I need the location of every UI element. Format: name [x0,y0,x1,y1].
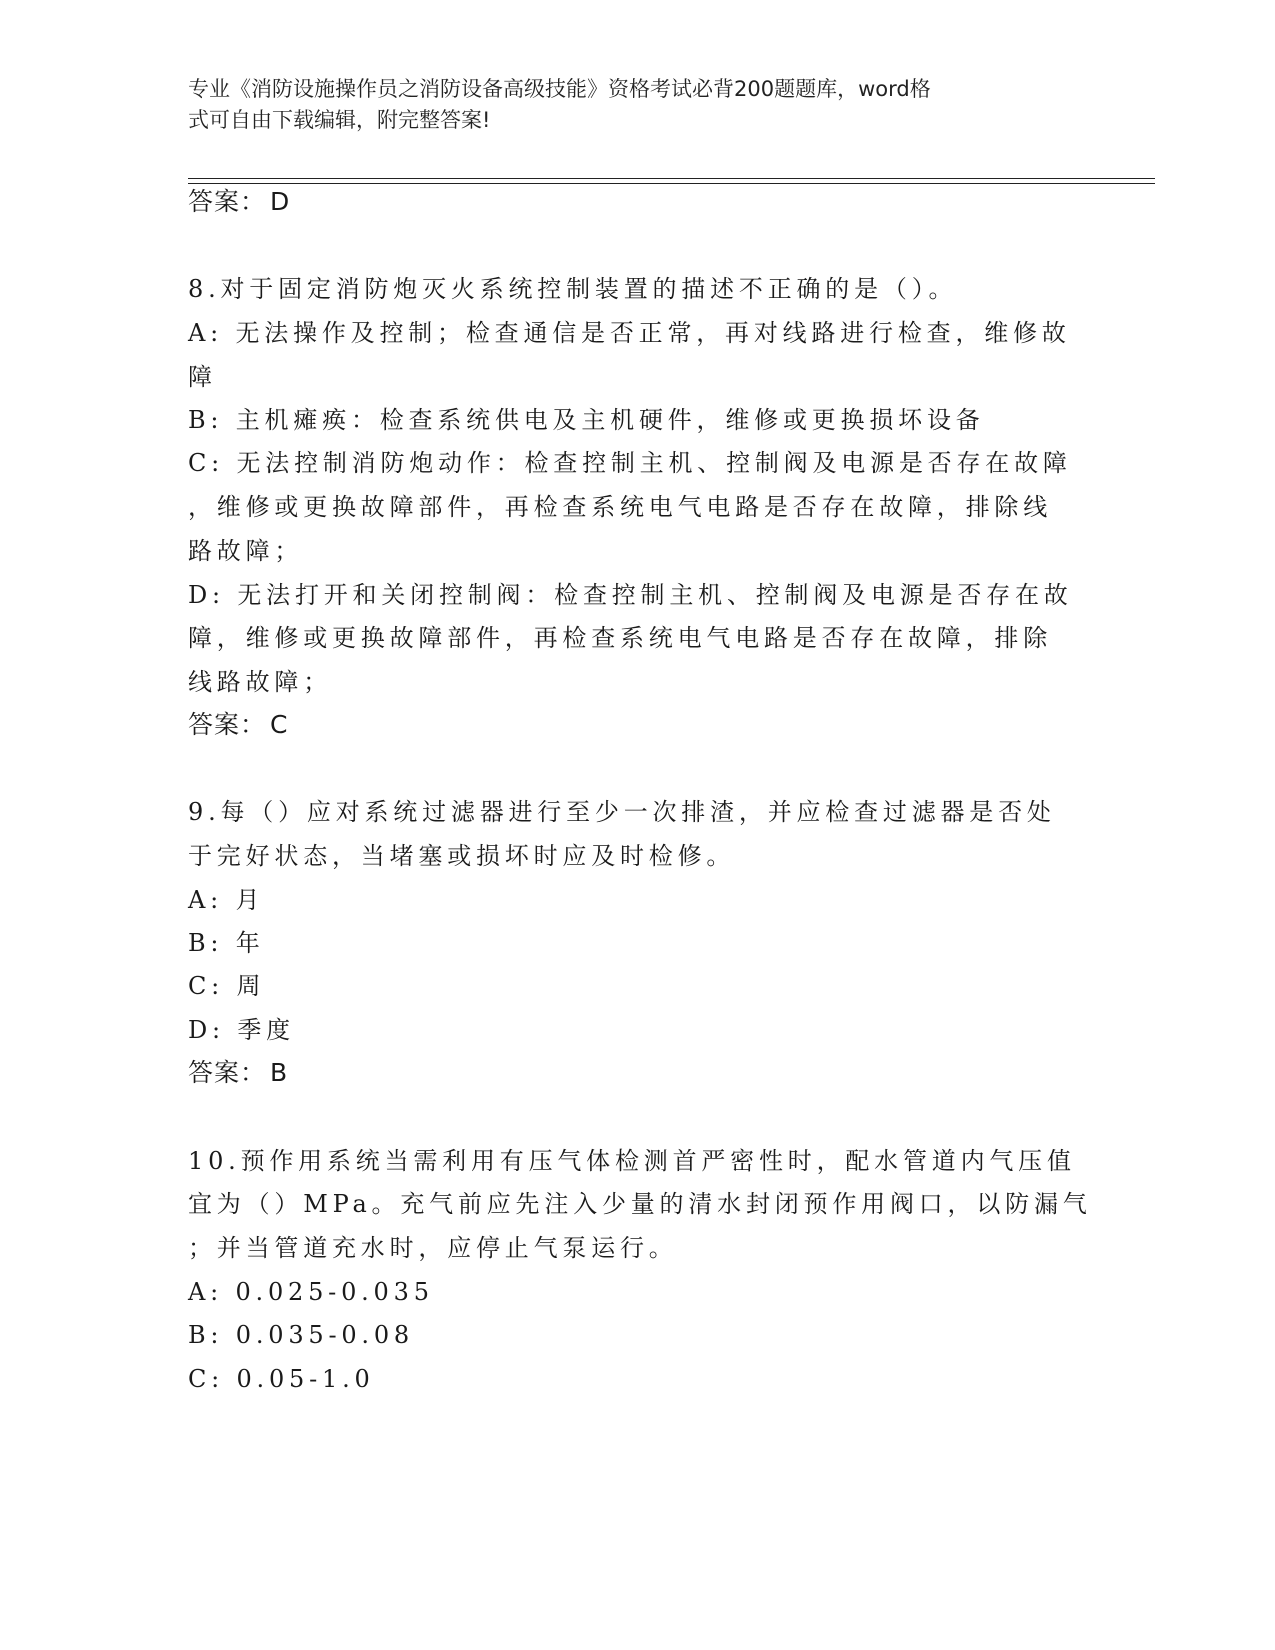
question-10-text: 10.预作用系统当需利用有压气体检测首严密性时，配水管道内气压值 [188,1147,1076,1175]
option-c-line: C: 0.05-1.0 [188,1365,375,1393]
option-a-line: A: 月 [188,886,265,914]
header-line: 式可自由下载编辑，附完整答案! [188,108,491,132]
option-d-line: D: 季度 [188,1016,295,1044]
question-10-text: ；并当管道充水时，应停止气泵运行。 [188,1234,678,1262]
option-d-line: D: 无法打开和关闭控制阀：检查控制主机、控制阀及电源是否存在故 [188,581,1073,609]
answer-value: B [270,1058,289,1087]
option-b-line: B: 0.035-0.08 [188,1321,415,1349]
option-c-line: ，维修或更换故障部件，再检查系统电气电路是否存在故障，排除线 [188,493,1052,521]
answer-label: 答案： [188,710,267,739]
page-header [188,74,1068,136]
question-8-text: 8.对于固定消防炮灭火系统控制装置的描述不正确的是（）。 [188,275,958,303]
question-9-text: 9.每（）应对系统过滤器进行至少一次排渣，并应检查过滤器是否处 [188,798,1056,826]
option-a-line: A: 0.025-0.035 [188,1278,434,1306]
answer-value: D [270,187,291,216]
option-a-line: A: 无法操作及控制；检查通信是否正常，再对线路进行检查，维修故 [188,319,1071,347]
option-b-line: B: 主机瘫痪：检查系统供电及主机硬件，维修或更换损坏设备 [188,406,985,434]
option-d-line: 线路故障； [188,668,332,696]
option-b-line: B: 年 [188,929,265,957]
answer-value: C [270,710,289,739]
option-d-line: 障，维修或更换故障部件，再检查系统电气电路是否存在故障，排除 [188,624,1052,652]
option-c-line: 路故障； [188,537,304,565]
header-rule-top [188,178,1155,179]
question-9-text: 于完好状态，当堵塞或损坏时应及时检修。 [188,842,736,870]
answer-line [188,187,290,217]
option-c-line: C: 无法控制消防炮动作：检查控制主机、控制阀及电源是否存在故障 [188,449,1072,477]
answer-label: 答案： [188,1058,267,1087]
question-10-text: 宜为（）MPa。充气前应先注入少量的清水封闭预作用阀口，以防漏气 [188,1190,1092,1218]
option-c-line: C: 周 [188,972,266,1000]
header-line: 专业《消防设施操作员之消防设备高级技能》资格考试必背200题题库，word格 [188,77,931,101]
answer-label: 答案： [188,187,267,216]
option-a-line: 障 [188,363,217,391]
answer-line [188,1058,288,1088]
header-rule-bottom [188,183,1155,184]
answer-line [188,710,288,740]
